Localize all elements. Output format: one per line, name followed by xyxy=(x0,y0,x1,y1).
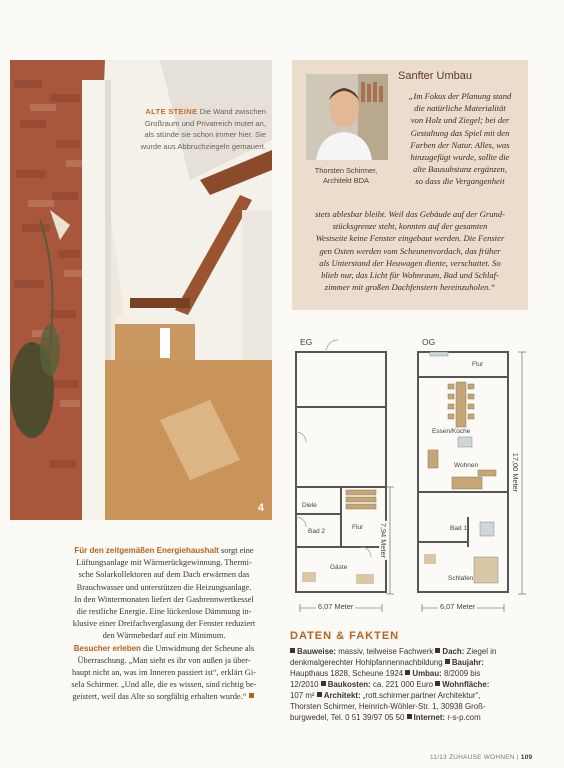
facts-box xyxy=(290,646,530,723)
fact-label: Wohnfläche: xyxy=(442,680,490,689)
quote-line: alte Bausubstanz ergänzen, xyxy=(413,164,507,175)
fact-label: Dach: xyxy=(442,647,465,656)
quote-line: hinzugefügt wurde, sollte die xyxy=(410,152,510,163)
fact-text: ca. 221 000 Euro xyxy=(370,680,436,689)
fact-label: Umbau: xyxy=(412,669,442,678)
room-label: Gäste xyxy=(330,564,348,571)
quote-text xyxy=(398,90,522,188)
text-line: sela Schirmer. „Und alle, die es wissen, sind richtig be- xyxy=(71,680,257,690)
bullet xyxy=(317,692,322,697)
bullet xyxy=(405,670,410,675)
page-number: 109 xyxy=(520,754,533,761)
quote-line: Farben der Natur. Alles, was xyxy=(410,139,510,150)
architect-title-line: Architekt BDA xyxy=(322,176,369,185)
quote-box xyxy=(292,60,528,310)
floorplan-og xyxy=(408,332,534,622)
room-label: Flur xyxy=(472,361,484,368)
quote-text-continued xyxy=(298,208,522,293)
quote-line: als Unterstand der Heuwagen diente, verschattet. So xyxy=(319,257,501,268)
page-footer: 11/13 ZUHAUSE WOHNEN | 109 xyxy=(430,754,533,761)
room-label: Flur xyxy=(352,524,364,531)
fact-text: r-s-p.com xyxy=(445,713,481,722)
dimension-width: 6,07 Meter xyxy=(440,602,476,611)
dimension-length: 17,00 Meter xyxy=(511,452,521,493)
paragraph-lead: Besucher erleben xyxy=(73,643,141,653)
photo-caption xyxy=(106,106,266,152)
architect-name xyxy=(298,166,394,186)
quote-line: Gestaltung das Spiel mit den xyxy=(410,127,510,138)
quote-line: zimmer mit großen Dachfenstern hereinzuholen.“ xyxy=(324,282,496,293)
fact-label: Internet: xyxy=(413,713,446,722)
fact-text: 107 m² xyxy=(290,691,317,700)
photo-caption-line: Großraum und Privatreich mutet an, xyxy=(144,118,266,128)
fact-text: Thorsten Schirmer, Heinrich-Wöhler-Str. 1, 30938 Groß- xyxy=(290,702,486,711)
text-line: klusive einer Dreifachverglasung der Fenster reduziert xyxy=(72,619,256,629)
text-line: In den Wintermonaten liefert der Gasbrennwertkessel xyxy=(74,594,254,604)
quote-line: die natürliche Materialität xyxy=(414,103,506,114)
quote-line: von Holz und Ziegel; bei der xyxy=(410,115,510,126)
photo-caption-line: als stünde sie schon immer hier. Sie xyxy=(144,130,266,139)
room-label: Schlafen xyxy=(448,575,474,582)
text-line: geistert, weil das Alte so sorgfältig erhalten wurde.“ xyxy=(72,692,247,702)
bullet xyxy=(445,659,450,664)
photo-caption-line: Die Wand zwischen xyxy=(199,107,266,116)
architect-portrait xyxy=(306,74,388,160)
fact-label: Baukosten: xyxy=(327,680,371,689)
issue-label: 11/13 ZUHAUSE WOHNEN xyxy=(430,754,515,761)
quote-line: so dass die Vergangenheit xyxy=(415,176,505,187)
fact-text: „rott.schirmer.partner Architektur“, xyxy=(360,691,481,700)
room-label: Essen/Küche xyxy=(432,428,471,435)
text-line: Lüftungsanlage mit Wärmerückgewinnung. Thermi- xyxy=(76,558,252,568)
dimension-width: 6,07 Meter xyxy=(318,602,354,611)
room-label: Bad 2 xyxy=(308,528,325,535)
text-line: den Wärmebedarf auf ein Minimum. xyxy=(102,631,226,641)
text-line: Überraschung. „Man sieht es ihr von außen ja über- xyxy=(77,655,251,665)
text-line: sche Solarkollektoren auf dem Dach erwärmen das xyxy=(78,570,250,580)
room-label: Bad 1 xyxy=(450,525,467,532)
interior-photo xyxy=(10,60,272,520)
photo-caption-line: wurde aus Abbruchziegeln gemauert. xyxy=(140,141,266,151)
room-label: Wohnen xyxy=(454,462,479,469)
fact-text: 8/2009 bis xyxy=(441,669,481,678)
text-line: die restliche Energie. Eine lückenlose Dämmung in- xyxy=(76,607,252,617)
photo-number: 4 xyxy=(257,502,264,514)
photo-caption-lead: ALTE STEINE xyxy=(145,107,198,116)
quote-line: stets ablesbar bleibt. Weil das Gebäude auf der Grund- xyxy=(315,209,505,219)
floorplan-eg xyxy=(286,332,396,622)
text-line: Brauchwasser und unterstützen die Heizungsanlage. xyxy=(76,582,252,592)
room-label: Diele xyxy=(302,502,317,509)
dimension-depth: 7,94 Meter xyxy=(379,522,389,559)
fact-text: massiv, teilweise Fachwerk xyxy=(336,647,436,656)
quote-line: stücksgrenze steht, konnten auf der gesamten xyxy=(332,221,488,232)
end-mark xyxy=(249,693,254,698)
floorplan-eg-label: EG xyxy=(300,337,313,347)
body-text xyxy=(56,545,272,704)
bullet xyxy=(321,681,326,686)
floorplan-og-label: OG xyxy=(422,337,436,347)
fact-text: denkmalgerechter Hohlpfannennachbildung xyxy=(290,658,445,667)
fact-text: Haupthaus 1828, Scheune 1924 xyxy=(290,669,406,678)
bullet xyxy=(407,714,412,719)
bullet xyxy=(435,648,440,653)
text-line: haupt nicht an, was im Inneren passiert ist“, erklärt Gi- xyxy=(72,668,256,678)
fact-text: 12/2010 xyxy=(290,680,321,689)
text-line: die Umwidmung der Scheune als xyxy=(140,643,255,653)
bullet xyxy=(435,681,440,686)
architect-name-line: Thorsten Schirmer, xyxy=(314,166,378,175)
fact-label: Baujahr: xyxy=(451,658,484,667)
fact-text: burgwedel, Tel. 0 51 39/97 05 50 xyxy=(290,713,407,722)
fact-text: Ziegel in xyxy=(464,647,497,656)
fact-label: Bauweise: xyxy=(297,647,337,656)
paragraph-lead: Für den zeitgemäßen Energiehaushalt xyxy=(74,546,219,555)
quote-line: blieb nur, das Licht für Wohnraum, Bad und Schlaf- xyxy=(321,270,499,281)
bullet xyxy=(290,648,295,653)
quote-line: Westseite keine Fenster eingebaut werden. Die Fenster xyxy=(315,233,505,244)
text-line: sorgt eine xyxy=(218,546,254,555)
fact-label: Architekt: xyxy=(323,691,361,700)
quote-line: gen Osten werden vom Scheunenvordach, das früher xyxy=(319,245,501,256)
quote-title: Sanfter Umbau xyxy=(398,70,472,82)
facts-title: DATEN & FAKTEN xyxy=(290,630,400,642)
quote-line: „Im Fokus der Planung stand xyxy=(408,91,512,101)
